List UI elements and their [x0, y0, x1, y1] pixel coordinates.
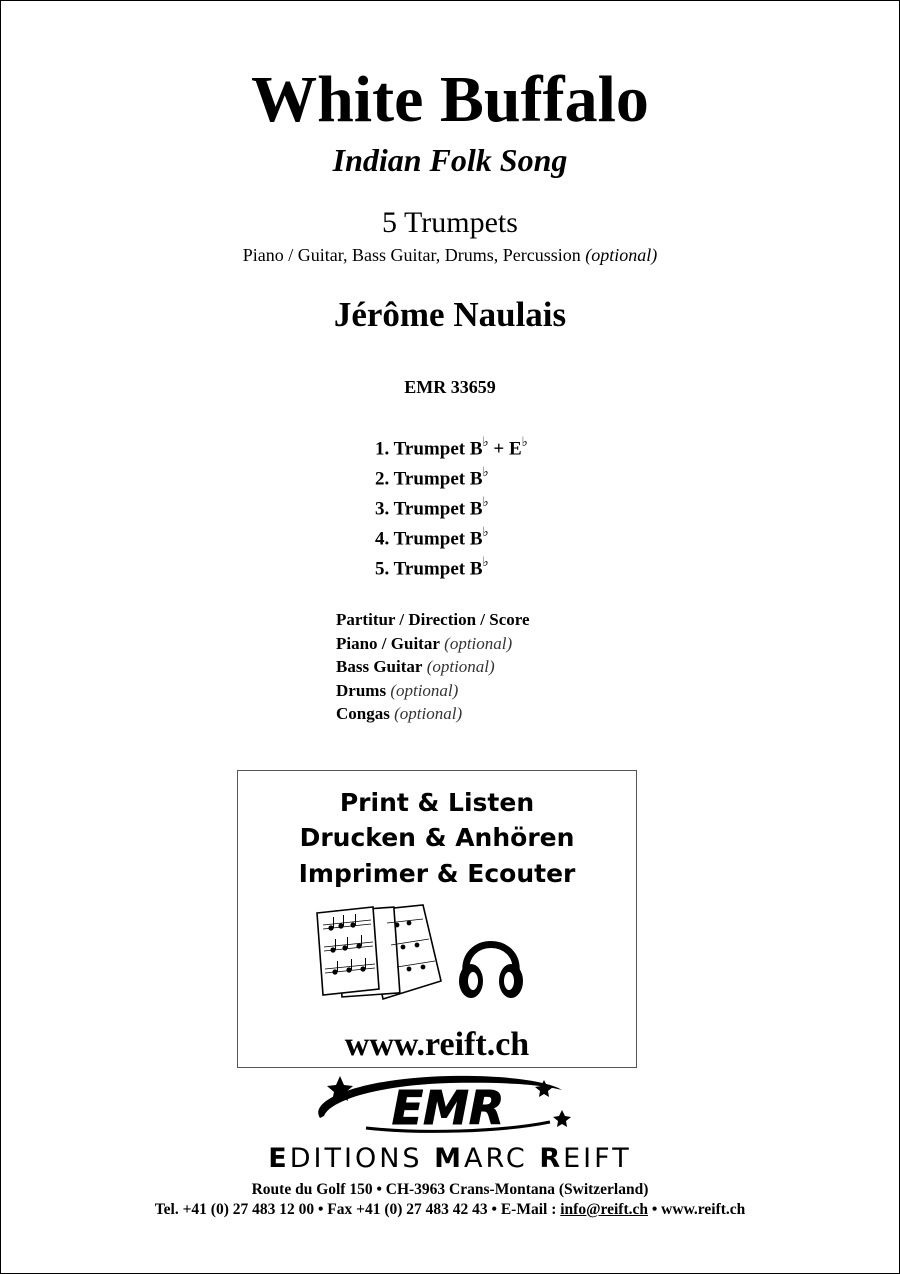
promo-line-french: Imprimer & Ecouter — [298, 859, 576, 888]
contents-item: Partitur / Direction / Score — [336, 610, 530, 629]
headphones-icon — [456, 921, 526, 1003]
promo-url[interactable]: www.reift.ch — [344, 1026, 530, 1063]
contents-item: Congas (optional) — [336, 704, 463, 723]
instrumentation-main: Piano / Guitar, Bass Guitar, Drums, Percussion — [242, 245, 581, 265]
contents-item: Bass Guitar (optional) — [336, 657, 495, 676]
part-item: 3. Trumpet B♭ — [375, 494, 489, 520]
publisher-name: EDITIONS MARC REIFT — [268, 1143, 632, 1174]
part-item: 4. Trumpet B♭ — [375, 524, 489, 550]
composer: Jérôme Naulais — [333, 295, 567, 334]
contents-list — [336, 608, 530, 726]
publisher-address: Route du Golf 150 • CH-3963 Crans-Montana (Switzerland) — [251, 1181, 649, 1198]
emr-logo — [300, 1072, 590, 1136]
sheet-music-icon — [313, 903, 443, 1001]
logo-text: EMR — [391, 1081, 505, 1135]
part-item: 1. Trumpet B♭ + E♭ — [375, 434, 528, 460]
contents-item: Piano / Guitar (optional) — [336, 633, 513, 653]
subtitle: Indian Folk Song — [332, 142, 568, 178]
email-link[interactable]: info@reift.ch — [560, 1201, 648, 1218]
instrumentation — [0, 244, 900, 266]
parts-list — [375, 428, 528, 578]
ensemble: 5 Trumpets — [382, 206, 518, 239]
part-item: 2. Trumpet B♭ — [375, 464, 489, 490]
part-item: 5. Trumpet B♭ — [375, 554, 489, 580]
catalog-number: EMR 33659 — [404, 377, 496, 397]
title: White Buffalo — [251, 63, 649, 136]
publisher-contact: Tel. +41 (0) 27 483 12 00 • Fax +41 (0) 27 483 42 43 • E-Mail : info@reift.ch • www.reift.ch — [154, 1201, 746, 1218]
instrumentation-optional: (optional) — [585, 245, 658, 265]
promo-line-english: Print & Listen — [339, 788, 535, 817]
contents-item: Drums (optional) — [336, 680, 459, 700]
print-listen-box[interactable] — [237, 770, 637, 1068]
promo-line-german: Drucken & Anhören — [299, 823, 575, 852]
